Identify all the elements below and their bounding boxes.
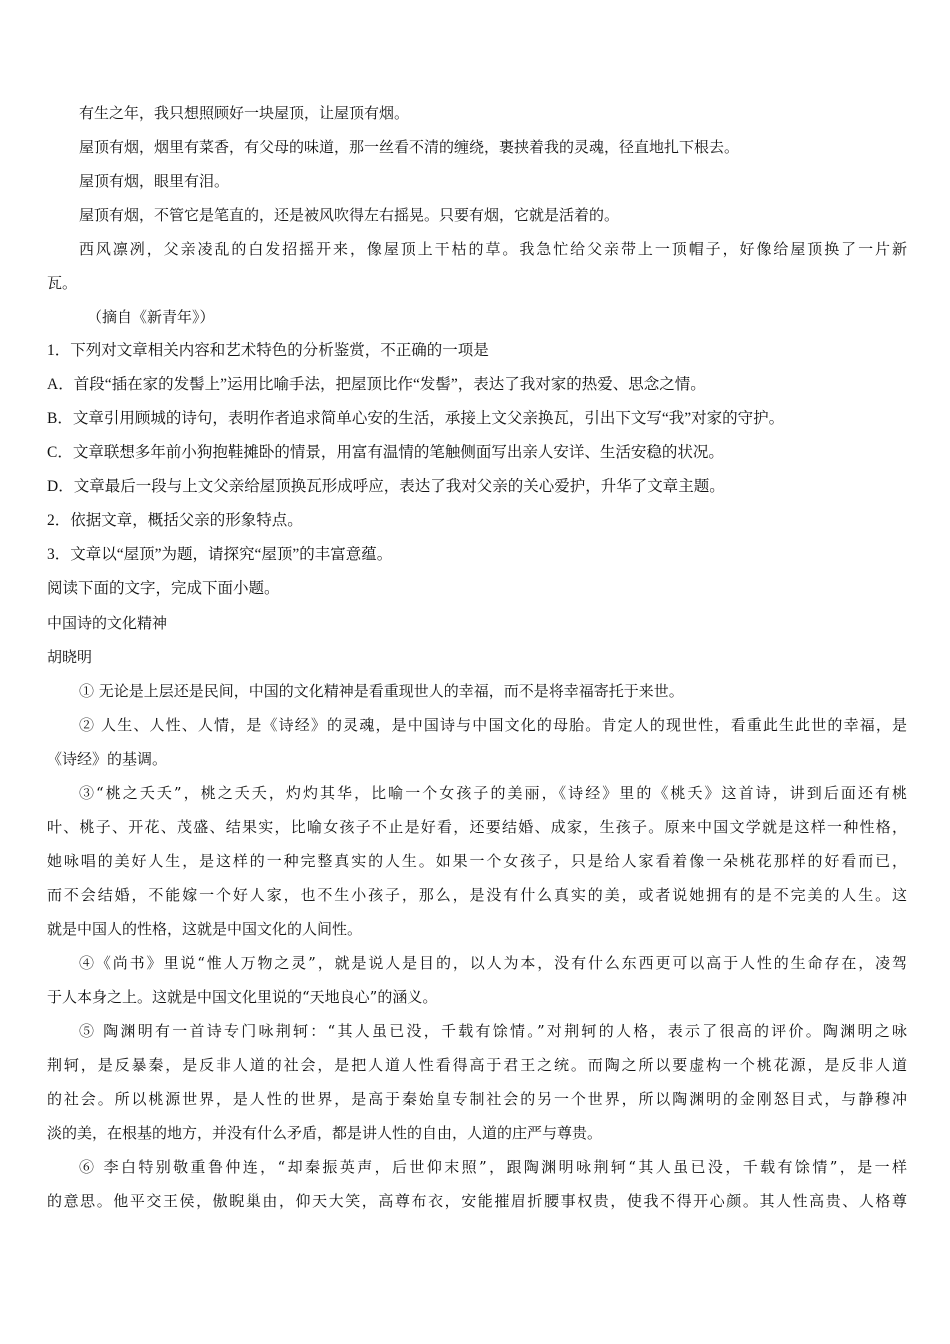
question-1: 1．下列对文章相关内容和艺术特色的分析鉴赏，不正确的一项是	[47, 342, 489, 359]
story-paragraph: 西风凛冽，父亲凌乱的白发招摇开来，像屋顶上干枯的草。我急忙给父亲带上一顶帽子，好像给屋顶换了一片新	[79, 240, 907, 258]
option-d: D．文章最后一段与上文父亲给屋顶换瓦形成呼应，表达了我对父亲的关心爱护，升华了文章主题。	[47, 478, 725, 495]
article-line: 荆轲，是反暴秦，是反非人道的社会，是把人道人性看得高于君王之统。而陶之所以要虚构一个桃花源，是反非人道	[47, 1056, 907, 1074]
story-paragraph: 屋顶有烟，眼里有泪。	[79, 172, 230, 190]
option-b: B．文章引用顾城的诗句，表明作者追求简单心安的生活，承接上文父亲换瓦，引出下文写“我”对家的守护。	[47, 410, 785, 427]
article-line: 《诗经》的基调。	[47, 750, 168, 768]
article-line: ③“桃之夭夭”，桃之夭夭，灼灼其华，比喻一个女孩子的美丽，《诗经》里的《桃夭》这首诗，讲到后面还有桃	[79, 784, 907, 802]
article-line: ④《尚书》里说“惟人万物之灵”，就是说人是目的，以人为本，没有什么东西更可以高于人性的生命存在，凌驾	[79, 954, 907, 972]
story-paragraph: 屋顶有烟，不管它是笔直的，还是被风吹得左右摇晃。只要有烟，它就是活着的。	[79, 206, 620, 224]
story-source: （摘自《新青年》）	[87, 308, 215, 326]
question-3: 3．文章以“屋顶”为题，请探究“屋顶”的丰富意蕴。	[47, 546, 393, 563]
story-paragraph: 有生之年，我只想照顾好一块屋顶，让屋顶有烟。	[79, 104, 410, 122]
option-a: A．首段“插在家的发髻上”运用比喻手法，把屋顶比作“发髻”，表达了我对家的热爱、思念之情。	[47, 376, 706, 393]
article-title: 中国诗的文化精神	[47, 614, 168, 632]
article-line: 叶、桃子、开花、茂盛、结果实，比喻女孩子不止是好看，还要结婚、成家，生孩子。原来中国文学就是这样一种性格，	[47, 818, 907, 836]
article-line: 她咏唱的美好人生，是这样的一种完整真实的人生。如果一个女孩子，只是给人家看着像一朵桃花那样的好看而已，	[47, 852, 907, 870]
article-line: 于人本身之上。这就是中国文化里说的“天地良心”的涵义。	[47, 988, 438, 1006]
article-line: 淡的美，在根基的地方，并没有什么矛盾，都是讲人性的自由，人道的庄严与尊贵。	[47, 1124, 603, 1142]
article-author: 胡晓明	[47, 648, 93, 666]
question-2: 2．依据文章，概括父亲的形象特点。	[47, 512, 303, 529]
story-paragraph-continuation: 瓦。	[47, 274, 78, 292]
document-page	[47, 96, 907, 1218]
reading-instruction: 阅读下面的文字，完成下面小题。	[47, 580, 280, 597]
story-paragraph: 屋顶有烟，烟里有菜香，有父母的味道，那一丝看不清的缠绕，裹挟着我的灵魂，径直地扎下根去。	[79, 138, 740, 156]
article-line: 的社会。所以桃源世界，是人性的世界，是高于秦始皇专制社会的另一个世界，所以陶渊明的金刚怒目式，与静穆冲	[47, 1090, 907, 1108]
article-line: ② 人生、人性、人情，是《诗经》的灵魂，是中国诗与中国文化的母胎。肯定人的现世性，看重此生此世的幸福，是	[79, 716, 907, 734]
article-line: ⑥ 李白特别敬重鲁仲连，“却秦振英声，后世仰末照”，跟陶渊明咏荆轲“其人虽已没，千载有馀情”，是一样	[79, 1158, 907, 1176]
article-line: ⑤ 陶渊明有一首诗专门咏荆轲：“其人虽已没，千载有馀情。”对荆轲的人格，表示了很高的评价。陶渊明之咏	[79, 1022, 907, 1040]
article-line: 的意思。他平交王侯，傲睨巢由，仰天大笑，高尊布衣，安能摧眉折腰事权贵，使我不得开心颜。其人性高贵、人格尊	[47, 1192, 907, 1210]
option-c: C．文章联想多年前小狗抱鞋摊卧的情景，用富有温情的笔触侧面写出亲人安详、生活安稳的状况。	[47, 444, 724, 461]
article-line: ① 无论是上层还是民间，中国的文化精神是看重现世人的幸福，而不是将幸福寄托于来世。	[79, 682, 684, 700]
article-line: 而不会结婚，不能嫁一个好人家，也不生小孩子，那么，是没有什么真实的美，或者说她拥有的是不完美的人生。这	[47, 886, 907, 904]
article-line: 就是中国人的性格，这就是中国文化的人间性。	[47, 920, 363, 938]
